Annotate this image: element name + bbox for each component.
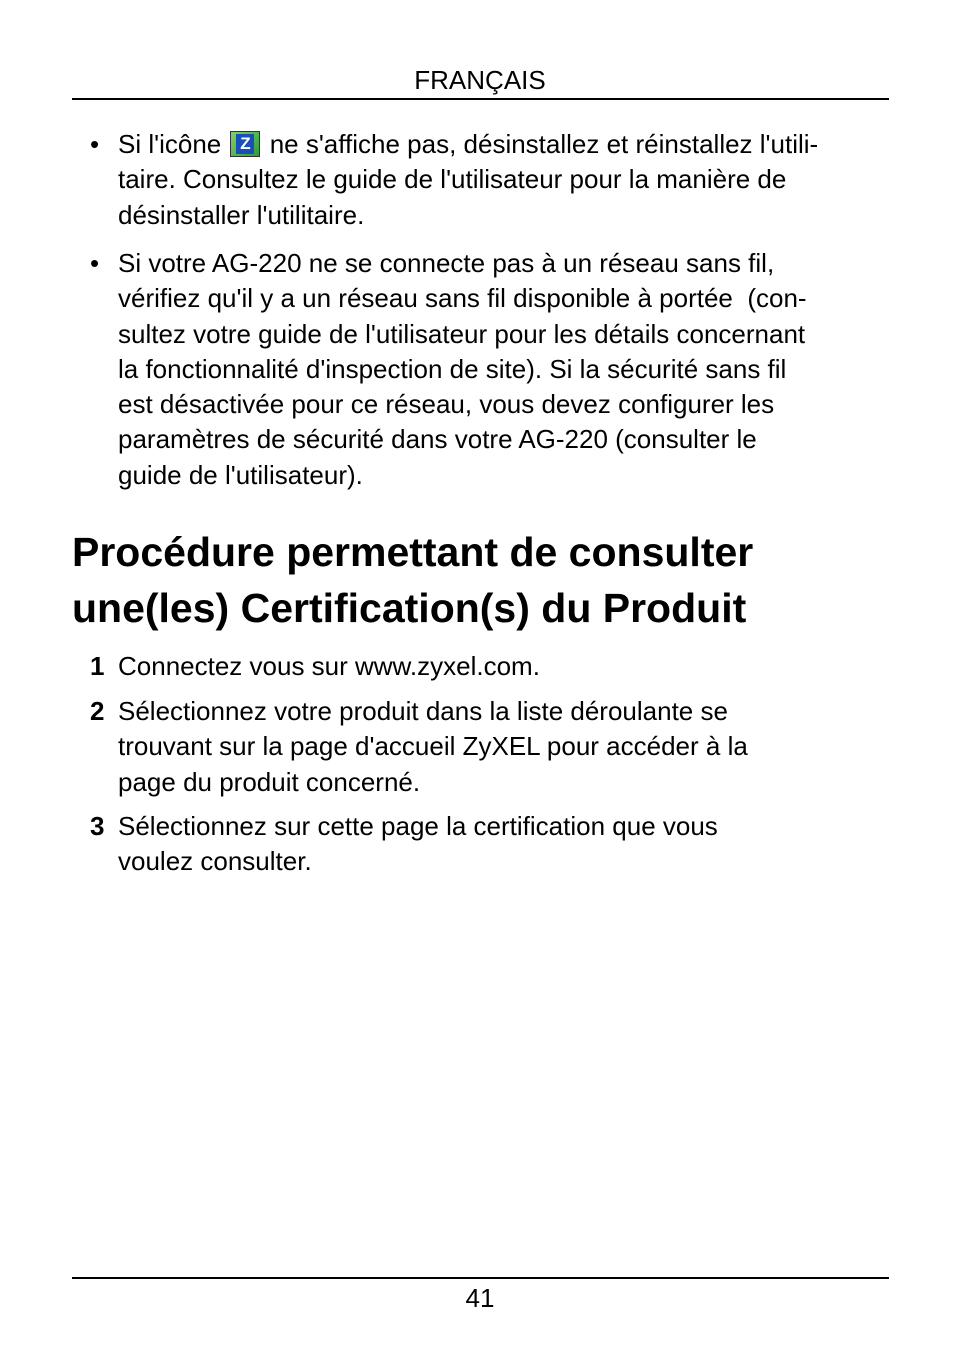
text-line: page du produit concerné. <box>118 766 421 797</box>
text-line: Sélectionnez votre produit dans la liste déroulante se <box>118 696 728 726</box>
text-line: vérifiez qu'il y a un réseau sans fil disponible à portée (con- <box>118 283 807 314</box>
text-line: Sélectionnez sur cette page la certification que vous <box>118 811 718 841</box>
step-number: 3 <box>90 811 105 841</box>
heading-line: Procédure permettant de consulter <box>72 529 754 575</box>
text-line: Si votre AG-220 ne se connecte pas à un réseau sans fil, <box>118 248 775 278</box>
zyxel-utility-icon <box>230 131 260 157</box>
text-line: sultez votre guide de l'utilisateur pour les détails concernant <box>118 318 806 349</box>
text-line: paramètres de sécurité dans votre AG-220 (consulter le <box>118 424 757 455</box>
text-segment: Si l'icône <box>118 129 229 159</box>
icon-glyph: Z <box>236 134 254 154</box>
text-segment: ne s'affiche pas, désinstallez et réinstallez l'utili- <box>262 129 819 159</box>
text-line: Connectez vous sur www.zyxel.com. <box>118 651 540 681</box>
bullet-item <box>90 127 893 233</box>
footer-rule <box>72 1277 889 1279</box>
text-line: la fonctionnalité d'inspection de site). Si la sécurité sans fil <box>118 353 787 384</box>
numbered-step <box>90 694 893 800</box>
text-line: voulez consulter. <box>118 846 312 877</box>
text-line: désinstaller l'utilitaire. <box>118 199 365 230</box>
bullet-marker: • <box>90 248 100 278</box>
text-line: est désactivée pour ce réseau, vous devez configurer les <box>118 389 775 420</box>
text-line: trouvant sur la page d'accueil ZyXEL pour accéder à la <box>118 731 748 762</box>
page-number: 41 <box>465 1283 495 1313</box>
step-number: 2 <box>90 696 105 726</box>
text-line: taire. Consultez le guide de l'utilisateur pour la manière de <box>118 164 787 195</box>
header-rule <box>72 98 889 100</box>
heading-line: une(les) Certification(s) du Produit <box>72 584 747 631</box>
bullet-marker: • <box>90 129 100 159</box>
page-header-language: FRANÇAIS <box>414 65 546 95</box>
text-line: guide de l'utilisateur). <box>118 459 363 490</box>
numbered-step <box>90 809 893 880</box>
section-heading <box>72 525 932 636</box>
bullet-item <box>90 246 893 493</box>
step-number: 1 <box>90 651 105 681</box>
numbered-step <box>90 649 893 684</box>
text-line <box>118 127 893 162</box>
